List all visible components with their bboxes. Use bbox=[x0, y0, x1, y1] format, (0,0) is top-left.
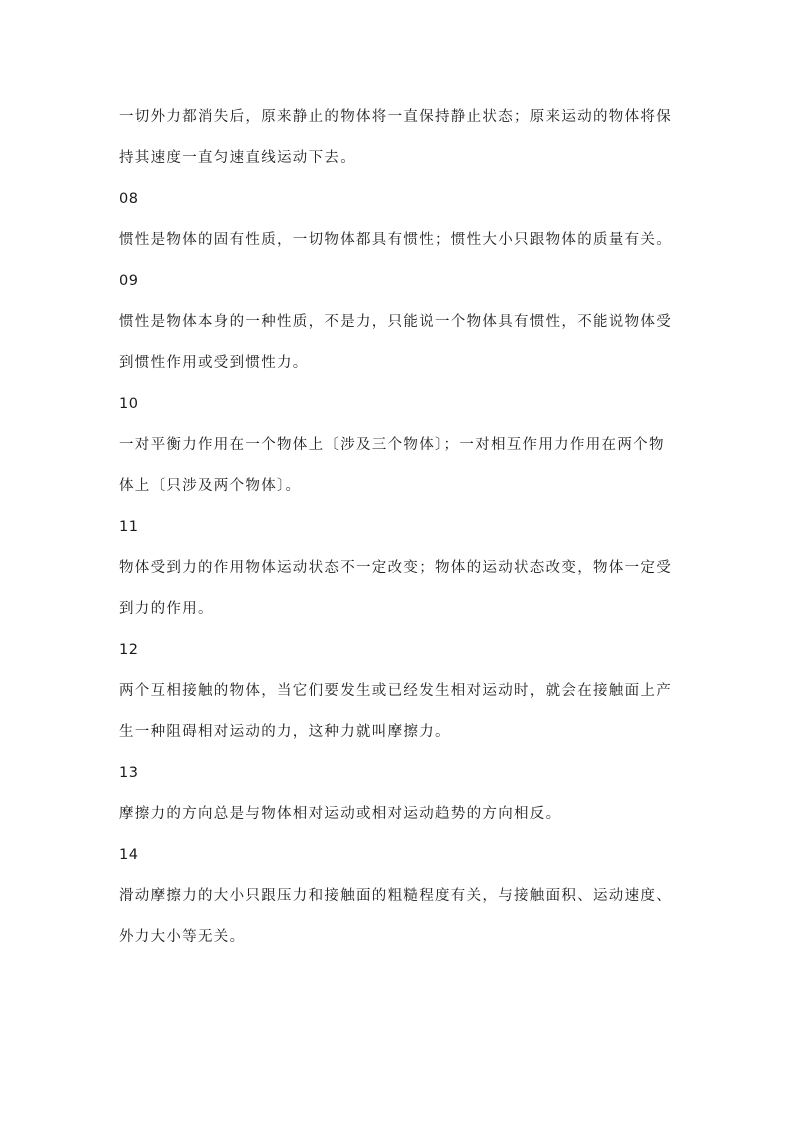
item-text: 一对平衡力作用在一个物体上〔涉及三个物体〕；一对相互作用力作用在两个物体上〔只涉及两个物体〕。 bbox=[119, 437, 665, 494]
item-text: 两个互相接触的物体，当它们要发生或已经发生相对运动时，就会在接触面上产生一种阻碍相对运动的力，这种力就叫摩擦力。 bbox=[119, 683, 672, 740]
item-number: 14 bbox=[119, 847, 139, 863]
item-number: 08 bbox=[119, 191, 139, 207]
document-body bbox=[119, 97, 675, 958]
item-text: 滑动摩擦力的大小只跟压力和接触面的粗糙程度有关，与接触面积、运动速度、外力大小等无关。 bbox=[119, 888, 672, 945]
item-number: 10 bbox=[119, 396, 139, 412]
item-text: 物体受到力的作用物体运动状态不一定改变；物体的运动状态改变，物体一定受到力的作用。 bbox=[119, 560, 672, 617]
item-number: 12 bbox=[119, 642, 139, 658]
intro-paragraph: 一切外力都消失后，原来静止的物体将一直保持静止状态；原来运动的物体将保持其速度一直匀速直线运动下去。 bbox=[119, 109, 672, 166]
item-text: 摩擦力的方向总是与物体相对运动或相对运动趋势的方向相反。 bbox=[119, 806, 562, 822]
item-number: 09 bbox=[119, 273, 139, 289]
item-number: 13 bbox=[119, 765, 139, 781]
item-text: 惯性是物体本身的一种性质，不是力，只能说一个物体具有惯性，不能说物体受到惯性作用或受到惯性力。 bbox=[119, 314, 672, 371]
item-text: 惯性是物体的固有性质，一切物体都具有惯性；惯性大小只跟物体的质量有关。 bbox=[119, 232, 672, 248]
item-number: 11 bbox=[119, 519, 139, 535]
